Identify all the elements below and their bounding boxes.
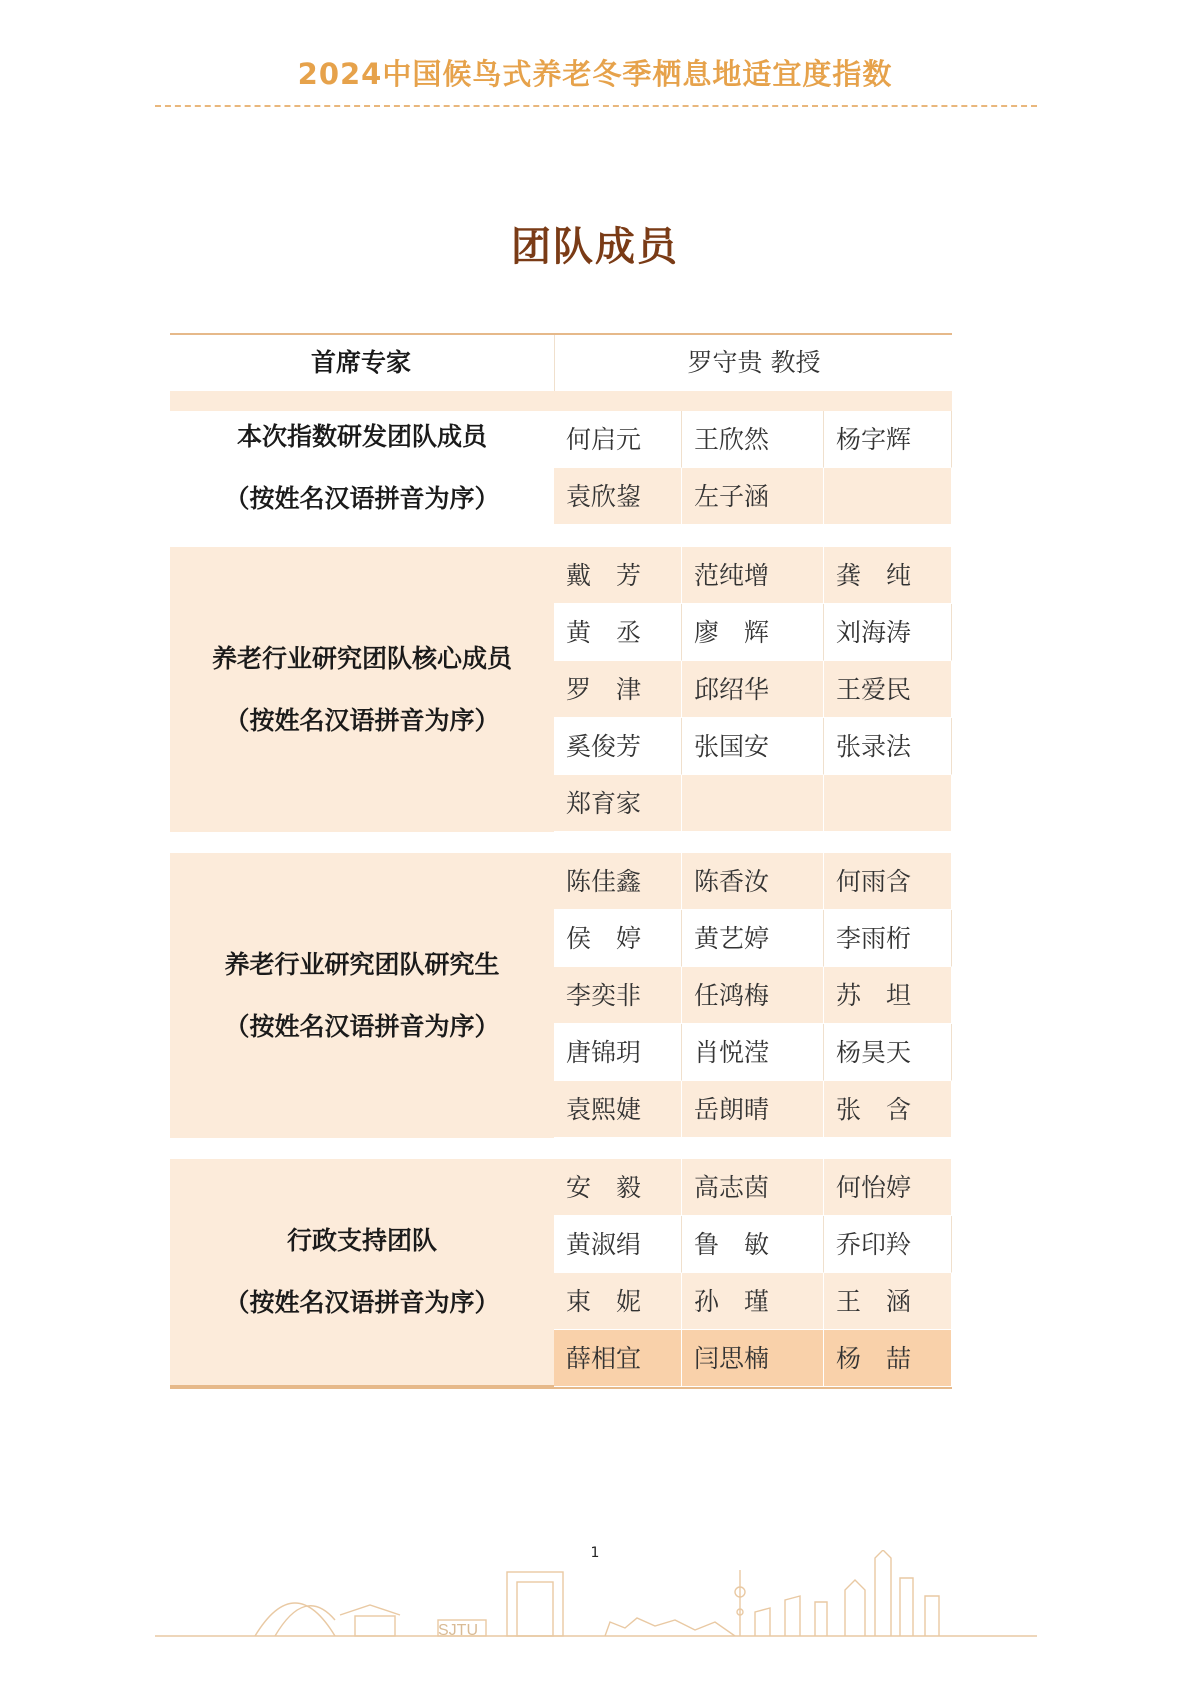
chief-expert-label: 首席专家 bbox=[310, 348, 411, 377]
member-grid bbox=[554, 1159, 952, 1387]
member-name: 薛相宜 bbox=[554, 1330, 682, 1387]
member-name: 唐锦玥 bbox=[554, 1024, 682, 1081]
member-name: 王欣然 bbox=[682, 411, 824, 468]
page-title: 团队成员 bbox=[511, 224, 679, 270]
member-name: 肖悦滢 bbox=[682, 1024, 824, 1081]
chief-expert-name: 罗守贵 教授 bbox=[554, 335, 953, 391]
section-note: （按姓名汉语拼音为序） bbox=[224, 705, 500, 735]
member-name: 陈香汝 bbox=[682, 853, 824, 910]
member-name: 杨昊天 bbox=[824, 1024, 952, 1081]
member-name: 罗 津 bbox=[554, 661, 682, 718]
section-label bbox=[170, 1159, 554, 1387]
member-name bbox=[682, 775, 824, 832]
member-name: 张国安 bbox=[682, 718, 824, 775]
member-name: 黄艺婷 bbox=[682, 910, 824, 967]
member-name: 岳朗晴 bbox=[682, 1081, 824, 1138]
member-name bbox=[824, 468, 952, 525]
city-skyline-icon bbox=[155, 1550, 1037, 1640]
section-title: 养老行业研究团队核心成员 bbox=[211, 643, 512, 673]
member-name: 束 妮 bbox=[554, 1273, 682, 1330]
member-name: 闫思楠 bbox=[682, 1330, 824, 1387]
member-name: 杨 喆 bbox=[824, 1330, 952, 1387]
member-name: 何怡婷 bbox=[824, 1159, 952, 1216]
member-name: 鲁 敏 bbox=[682, 1216, 824, 1273]
member-grid bbox=[554, 547, 952, 832]
member-name: 何雨含 bbox=[824, 853, 952, 910]
member-name: 范纯增 bbox=[682, 547, 824, 604]
member-name: 何启元 bbox=[554, 411, 682, 468]
member-name: 张录法 bbox=[824, 718, 952, 775]
member-name: 孙 瑾 bbox=[682, 1273, 824, 1330]
member-name: 袁欣鋆 bbox=[554, 468, 682, 525]
member-name: 奚俊芳 bbox=[554, 718, 682, 775]
member-name: 任鸿梅 bbox=[682, 967, 824, 1024]
member-name: 王爱民 bbox=[824, 661, 952, 718]
member-name: 廖 辉 bbox=[682, 604, 824, 661]
member-name: 苏 坦 bbox=[824, 967, 952, 1024]
member-name: 袁熙婕 bbox=[554, 1081, 682, 1138]
member-name: 王 涵 bbox=[824, 1273, 952, 1330]
member-name: 郑育家 bbox=[554, 775, 682, 832]
member-name: 高志茵 bbox=[682, 1159, 824, 1216]
section-label bbox=[170, 547, 554, 832]
section-note: （按姓名汉语拼音为序） bbox=[224, 1288, 500, 1317]
member-name: 戴 芳 bbox=[554, 547, 682, 604]
member-name: 黄淑绢 bbox=[554, 1216, 682, 1273]
member-name: 安 毅 bbox=[554, 1159, 682, 1216]
team-section-graduate bbox=[170, 853, 952, 1138]
member-grid bbox=[554, 853, 952, 1138]
section-title: 养老行业研究团队研究生 bbox=[224, 949, 500, 979]
member-name: 黄 丞 bbox=[554, 604, 682, 661]
member-name: 刘海涛 bbox=[824, 604, 952, 661]
member-name: 左子涵 bbox=[682, 468, 824, 525]
running-header: 2024中国候鸟式养老冬季栖息地适宜度指数 bbox=[297, 57, 893, 91]
member-name: 龚 纯 bbox=[824, 547, 952, 604]
page-number: 1 bbox=[590, 1545, 600, 1561]
member-name: 乔印羚 bbox=[824, 1216, 952, 1273]
member-name: 李雨桁 bbox=[824, 910, 952, 967]
team-section-core bbox=[170, 547, 952, 832]
member-name: 侯 婷 bbox=[554, 910, 682, 967]
section-note: （按姓名汉语拼音为序） bbox=[224, 484, 500, 513]
chief-expert-row bbox=[170, 333, 952, 393]
section-note: （按姓名汉语拼音为序） bbox=[224, 1011, 500, 1041]
member-name: 张 含 bbox=[824, 1081, 952, 1138]
member-name: 李奕非 bbox=[554, 967, 682, 1024]
member-name: 陈佳鑫 bbox=[554, 853, 682, 910]
section-label bbox=[170, 853, 554, 1138]
member-name: 杨字辉 bbox=[824, 411, 952, 468]
svg-text:SJTU: SJTU bbox=[438, 1622, 478, 1639]
member-name: 邱绍华 bbox=[682, 661, 824, 718]
section-label bbox=[170, 411, 554, 525]
section-title: 本次指数研发团队成员 bbox=[236, 422, 487, 451]
section-title: 行政支持团队 bbox=[286, 1226, 437, 1255]
member-name bbox=[824, 775, 952, 832]
team-section-admin bbox=[170, 1159, 952, 1389]
member-grid bbox=[554, 411, 952, 525]
team-section-research bbox=[170, 411, 952, 525]
header-divider bbox=[155, 105, 1037, 107]
